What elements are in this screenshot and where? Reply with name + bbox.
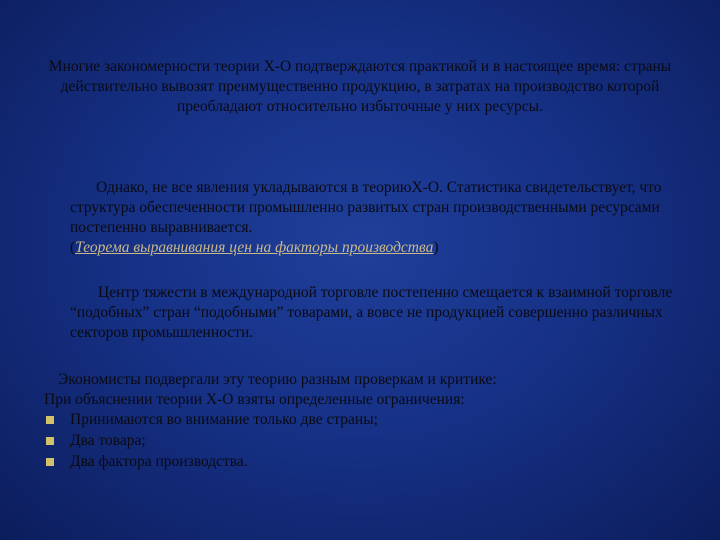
limitations-intro-2: При объяснении теории Х-О взяты определенные ограничения:: [44, 391, 465, 408]
list-item: [44, 410, 684, 431]
square-bullet-icon: [46, 437, 54, 445]
list-item: [44, 452, 684, 473]
list-item-text: Два товара;: [70, 432, 146, 449]
paragraph-hecksher-ohlin-confirmation: Многие закономерности теории Х-О подтверждаются практикой и в настоящее время: страны действительно вывозят преимущественно продукцию, в затратах на производство которой преобладают относительно избыточные у них ресурсы.: [48, 58, 672, 115]
square-bullet-icon: [46, 416, 54, 424]
square-bullet-icon: [46, 458, 54, 466]
factor-price-equalization-link[interactable]: Теорема выравнивания цен на факторы производства: [75, 239, 434, 256]
paragraph-trade-center: Центр тяжести в международной торговле постепенно смещается к взаимной торговле “подобных” стран “подобными” товарами, а вовсе не продукцией совершенно различных секторов промышленности.: [70, 284, 673, 341]
list-item: [44, 431, 684, 452]
paragraph-statistics: [70, 178, 680, 258]
paragraph-limitations: [44, 370, 684, 473]
list-item-text: Принимаются во внимание только две страны;: [70, 411, 378, 428]
list-item-text: Два фактора производства.: [70, 453, 248, 470]
open-paren: (: [70, 239, 76, 256]
paragraph-statistics-text: Однако, не все явления укладываются в теориюХ-О. Статистика свидетельствует, что структура обеспеченности промышленно развитых стран производственными ресурсами постепенно выравнивается.: [70, 179, 662, 236]
close-paren: ): [433, 239, 439, 256]
limitations-list: [44, 410, 684, 473]
limitations-intro-1: Экономисты подвергали эту теорию разным проверкам и критике:: [58, 371, 497, 388]
